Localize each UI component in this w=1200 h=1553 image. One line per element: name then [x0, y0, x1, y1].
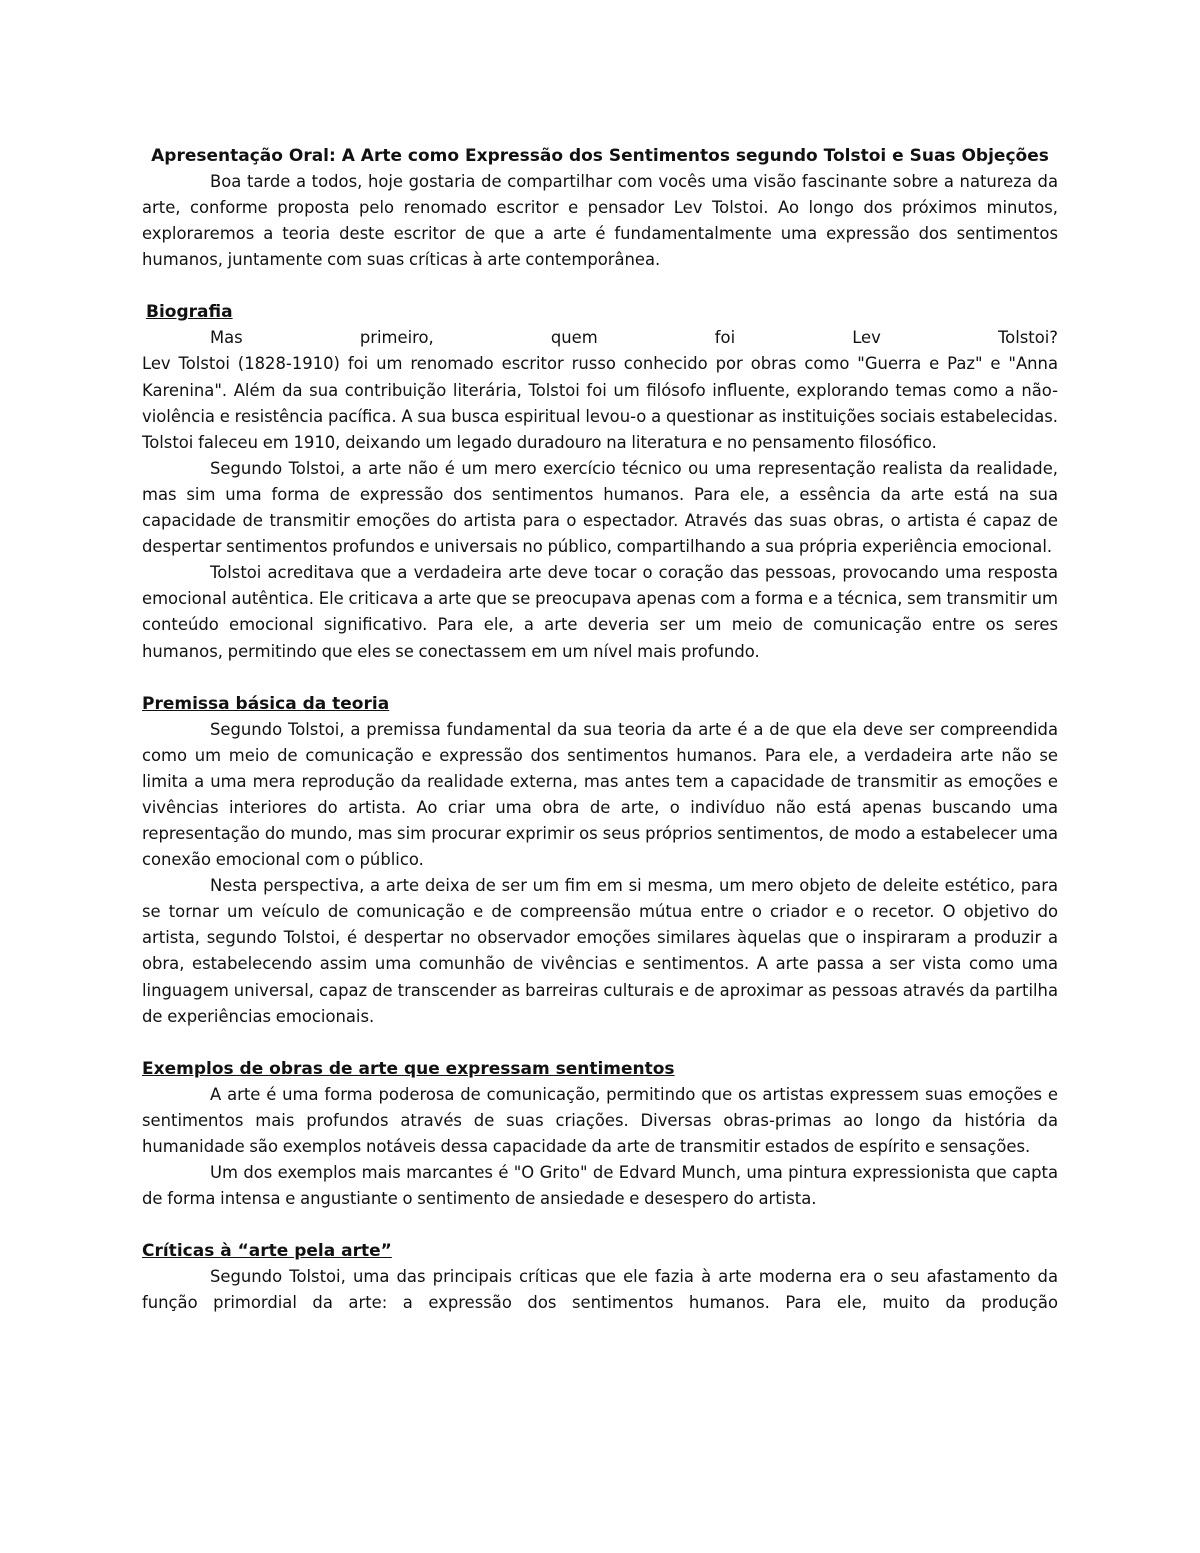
intro-paragraph: Boa tarde a todos, hoje gostaria de compartilhar com vocês uma visão fascinante sobre a natureza da arte, conforme proposta pelo renomado escritor e pensador Lev Tolstoi. Ao longo dos próximos minutos, exploraremos a teoria deste escritor de que a arte é fundamentalmente uma expressão dos sentimentos humanos, juntamente com suas críticas à arte contemporânea.: [142, 172, 1058, 270]
document-page: [142, 143, 1058, 1316]
section-heading-criticas: Críticas à “arte pela arte”: [142, 1241, 392, 1262]
document-title: Apresentação Oral: A Arte como Expressão dos Sentimentos segundo Tolstoi e Suas Objeções: [151, 146, 1049, 166]
exemplos-paragraph-1: A arte é uma forma poderosa de comunicação, permitindo que os artistas expressem suas emoções e sentimentos mais profundos através de suas criações. Diversas obras-primas ao longo da história da humanidade são exemplos notáveis dessa capacidade da arte de transmitir estados de espírito e sensações.: [142, 1084, 1058, 1156]
biografia-paragraph-3: Tolstoi acreditava que a verdadeira arte deve tocar o coração das pessoas, provocando uma resposta emocional autêntica. Ele criticava a arte que se preocupava apenas com a forma e a técnica, sem transmitir um conteúdo emocional significativo. Para ele, a arte deveria ser um meio de comunicação entre os seres humanos, permitindo que eles se conectassem em um nível mais profundo.: [142, 563, 1058, 661]
section-heading-biografia: Biografia: [146, 302, 233, 323]
biografia-question: Mas primeiro, quem foi Lev Tolstoi?: [210, 328, 1058, 348]
criticas-paragraph-1: Segundo Tolstoi, uma das principais críticas que ele fazia à arte moderna era o seu afastamento da função primordial da arte: a expressão dos sentimentos humanos. Para ele, muito da produção: [142, 1267, 1058, 1313]
biografia-paragraph-1: Lev Tolstoi (1828-1910) foi um renomado escritor russo conhecido por obras como "Guerra e Paz" e "Anna Karenina". Além da sua contribuição literária, Tolstoi foi um filósofo influente, explorando temas como a não-violência e resistência pacífica. A sua busca espiritual levou-o a questionar as instituições sociais estabelecidas. Tolstoi faleceu em 1910, deixando um legado duradouro na literatura e no pensamento filosófico.: [142, 354, 1058, 452]
biografia-paragraph-2: Segundo Tolstoi, a arte não é um mero exercício técnico ou uma representação realista da realidade, mas sim uma forma de expressão dos sentimentos humanos. Para ele, a essência da arte está na sua capacidade de transmitir emoções do artista para o espectador. Através das suas obras, o artista é capaz de despertar sentimentos profundos e universais no público, compartilhando a sua própria experiência emocional.: [142, 458, 1058, 557]
section-heading-premissa: Premissa básica da teoria: [142, 693, 390, 714]
section-heading-exemplos: Exemplos de obras de arte que expressam sentimentos: [142, 1058, 675, 1079]
premissa-paragraph-1: Segundo Tolstoi, a premissa fundamental da sua teoria da arte é a de que ela deve ser compreendida como um meio de comunicação e expressão dos sentimentos humanos. Para ele, a verdadeira arte não se limita a uma mera reprodução da realidade externa, mas antes tem a capacidade de transmitir as emoções e vivências interiores do artista. Ao criar uma obra de arte, o indivíduo não está apenas buscando uma representação do mundo, mas sim procurar exprimir os seus próprios sentimentos, de modo a estabelecer uma conexão emocional com o público.: [142, 719, 1058, 870]
premissa-paragraph-2: Nesta perspectiva, a arte deixa de ser um fim em si mesma, um mero objeto de deleite estético, para se tornar um veículo de comunicação e de compreensão mútua entre o criador e o recetor. O objetivo do artista, segundo Tolstoi, é despertar no observador emoções similares àquelas que o inspiraram a produzir a obra, estabelecendo assim uma comunhão de vivências e sentimentos. A arte passa a ser vista como uma linguagem universal, capaz de transcender as barreiras culturais e de aproximar as pessoas através da partilha de experiências emocionais.: [142, 876, 1058, 1026]
exemplos-paragraph-2: Um dos exemplos mais marcantes é "O Grito" de Edvard Munch, uma pintura expressionista que capta de forma intensa e angustiante o sentimento de ansiedade e desespero do artista.: [142, 1163, 1058, 1209]
